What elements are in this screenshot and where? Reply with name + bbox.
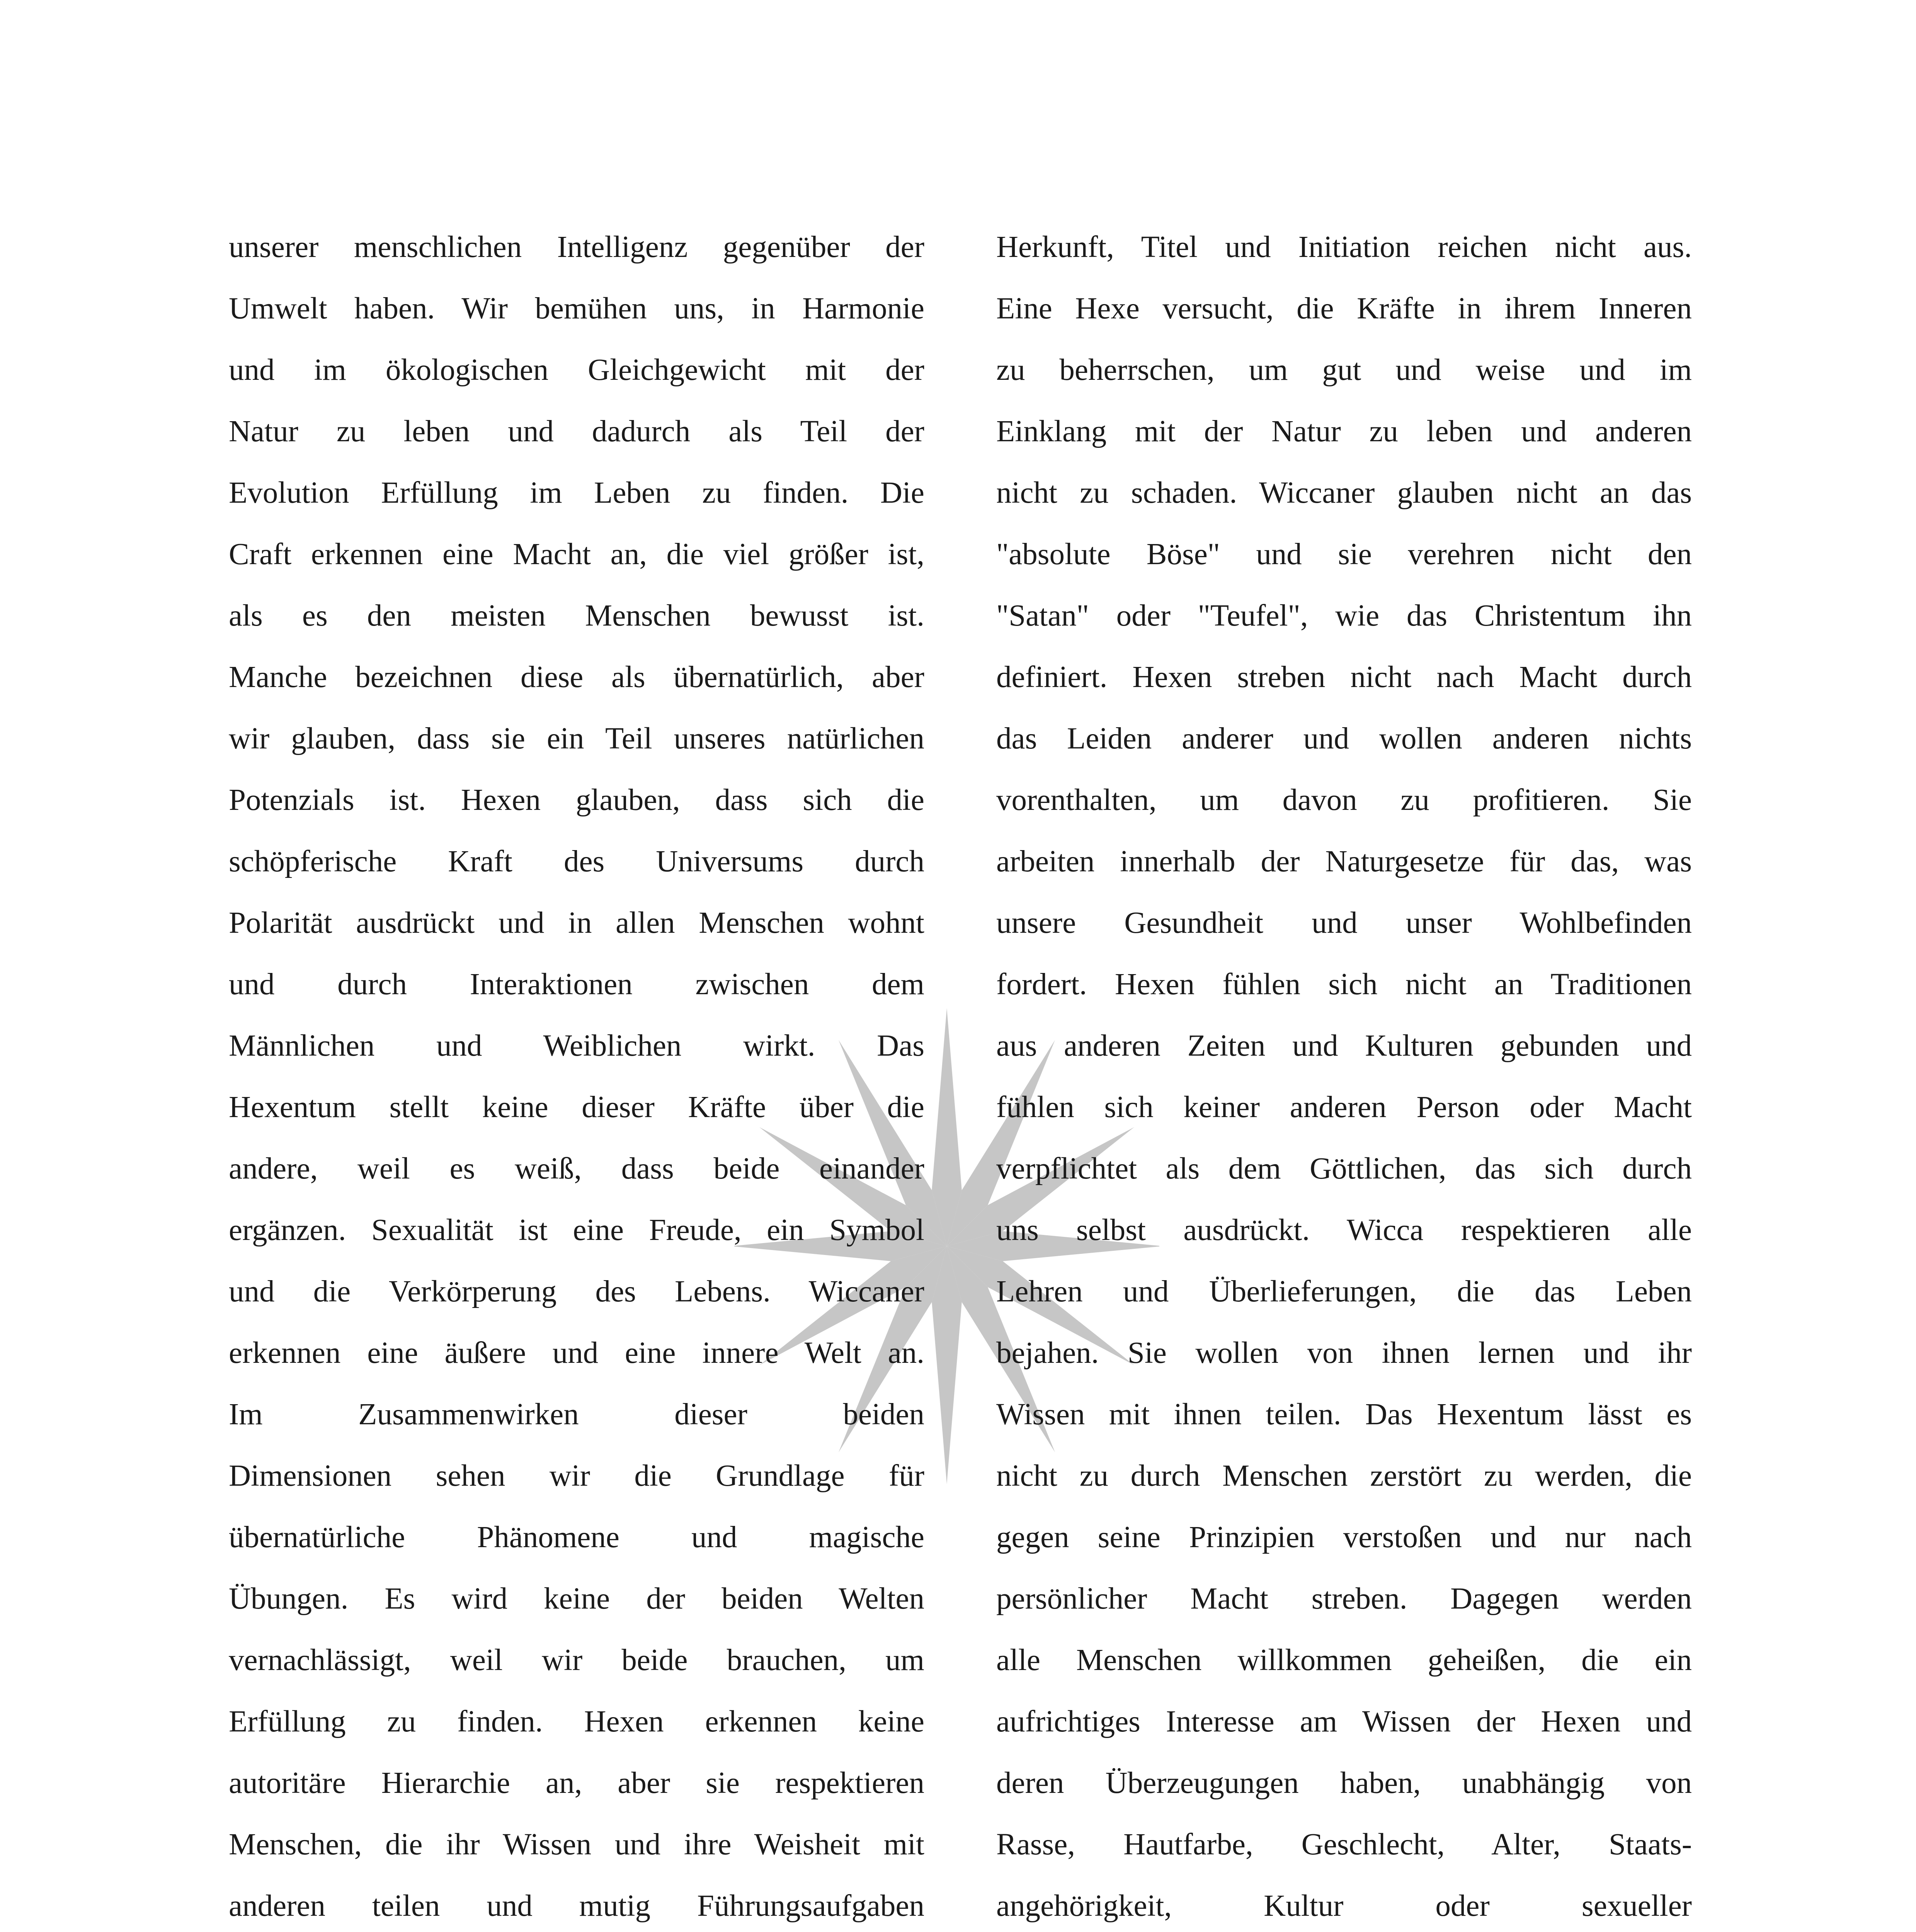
text-line: andere, weil es weiß, dass beide einander: [229, 1152, 924, 1185]
left-text-column: [229, 216, 924, 1932]
text-line: erkennen eine äußere und eine innere Welt an.: [229, 1336, 924, 1370]
text-line: nicht zu schaden. Wiccaner glauben nicht an das: [996, 476, 1692, 510]
text-line: Dimensionen sehen wir die Grundlage für: [229, 1459, 924, 1493]
text-line: deren Überzeugungen haben, unabhängig von: [996, 1766, 1692, 1800]
text-line: Polarität ausdrückt und in allen Menschen wohnt: [229, 906, 924, 940]
text-line: arbeiten innerhalb der Naturgesetze für das, was: [996, 845, 1692, 878]
text-line: angehörigkeit, Kultur oder sexueller: [996, 1889, 1692, 1923]
text-line: ergänzen. Sexualität ist eine Freude, ein Symbol: [229, 1213, 924, 1247]
text-line: bejahen. Sie wollen von ihnen lernen und ihr: [996, 1336, 1692, 1370]
text-line: Herkunft, Titel und Initiation reichen nicht aus.: [996, 230, 1692, 264]
text-line: alle Menschen willkommen geheißen, die ein: [996, 1643, 1692, 1677]
text-line: wir glauben, dass sie ein Teil unseres natürlichen: [229, 722, 924, 755]
text-line: Eine Hexe versucht, die Kräfte in ihrem Inneren: [996, 292, 1692, 325]
text-line: unsere Gesundheit und unser Wohlbefinden: [996, 906, 1692, 940]
text-line: Craft erkennen eine Macht an, die viel größer ist,: [229, 537, 924, 571]
text-line: fühlen sich keiner anderen Person oder Macht: [996, 1090, 1692, 1124]
text-line: Potenzials ist. Hexen glauben, dass sich die: [229, 783, 924, 817]
text-line: verpflichtet als dem Göttlichen, das sich durch: [996, 1152, 1692, 1185]
text-line: Männlichen und Weiblichen wirkt. Das: [229, 1029, 924, 1063]
text-line: als es den meisten Menschen bewusst ist.: [229, 599, 924, 633]
text-line: fordert. Hexen fühlen sich nicht an Traditionen: [996, 968, 1692, 1001]
text-line: unserer menschlichen Intelligenz gegenüber der: [229, 230, 924, 264]
text-line: anderen teilen und mutig Führungsaufgaben: [229, 1889, 924, 1923]
text-line: Erfüllung zu finden. Hexen erkennen keine: [229, 1705, 924, 1738]
text-line: gegen seine Prinzipien verstoßen und nur nach: [996, 1520, 1692, 1554]
text-line: und die Verkörperung des Lebens. Wiccaner: [229, 1275, 924, 1308]
text-line: das Leiden anderer und wollen anderen nichts: [996, 722, 1692, 755]
text-line: zu beherrschen, um gut und weise und im: [996, 353, 1692, 387]
text-line: "Satan" oder "Teufel", wie das Christentum ihn: [996, 599, 1692, 633]
text-line: Rasse, Hautfarbe, Geschlecht, Alter, Staats-: [996, 1828, 1692, 1861]
text-line: und im ökologischen Gleichgewicht mit der: [229, 353, 924, 387]
text-line: autoritäre Hierarchie an, aber sie respektieren: [229, 1766, 924, 1800]
text-line: schöpferische Kraft des Universums durch: [229, 845, 924, 878]
text-line: aus anderen Zeiten und Kulturen gebunden und: [996, 1029, 1692, 1063]
text-line: vernachlässigt, weil wir beide brauchen, um: [229, 1643, 924, 1677]
text-line: Im Zusammenwirken dieser beiden: [229, 1398, 924, 1431]
text-line: uns selbst ausdrückt. Wicca respektieren alle: [996, 1213, 1692, 1247]
text-line: "absolute Böse" und sie verehren nicht den: [996, 537, 1692, 571]
text-line: persönlicher Macht streben. Dagegen werden: [996, 1582, 1692, 1616]
text-line: Evolution Erfüllung im Leben zu finden. Die: [229, 476, 924, 510]
text-line: nicht zu durch Menschen zerstört zu werden, die: [996, 1459, 1692, 1493]
text-line: definiert. Hexen streben nicht nach Macht durch: [996, 660, 1692, 694]
text-line: Hexentum stellt keine dieser Kräfte über die: [229, 1090, 924, 1124]
text-line: Umwelt haben. Wir bemühen uns, in Harmonie: [229, 292, 924, 325]
text-line: Einklang mit der Natur zu leben und anderen: [996, 415, 1692, 448]
right-text-column: [996, 216, 1692, 1932]
text-line: Lehren und Überlieferungen, die das Leben: [996, 1275, 1692, 1308]
text-line: Manche bezeichnen diese als übernatürlich, aber: [229, 660, 924, 694]
text-line: Natur zu leben und dadurch als Teil der: [229, 415, 924, 448]
text-line: Übungen. Es wird keine der beiden Welten: [229, 1582, 924, 1616]
text-line: Wissen mit ihnen teilen. Das Hexentum lässt es: [996, 1398, 1692, 1431]
text-line: Menschen, die ihr Wissen und ihre Weisheit mit: [229, 1828, 924, 1861]
text-line: vorenthalten, um davon zu profitieren. Sie: [996, 783, 1692, 817]
text-line: übernatürliche Phänomene und magische: [229, 1520, 924, 1554]
text-line: und durch Interaktionen zwischen dem: [229, 968, 924, 1001]
text-line: aufrichtiges Interesse am Wissen der Hexen und: [996, 1705, 1692, 1738]
